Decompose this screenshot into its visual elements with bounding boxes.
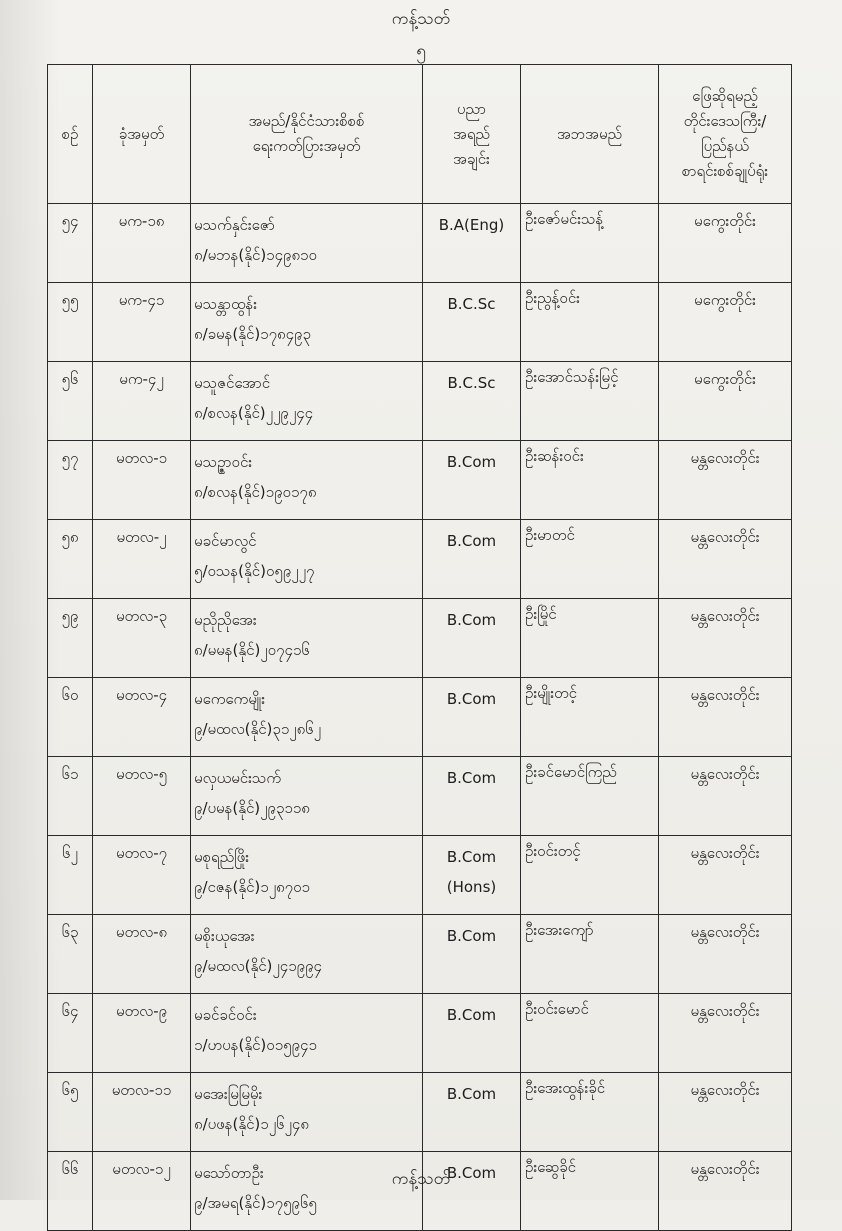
cell-name-nrc	[191, 994, 423, 1073]
candidate-name: မသူဇင်အောင်	[194, 374, 271, 392]
header-region-line-4: စာရင်းစစ်ချုပ်ရုံး	[681, 162, 769, 180]
cell-father-name: ဦးခင်မောင်ကြည်	[521, 757, 659, 836]
cell-roll-number: မတလ-၁၂	[93, 1152, 191, 1231]
cell-exam-region: မကွေးတိုင်း	[659, 362, 792, 441]
cell-serial: ၅၉	[48, 599, 93, 678]
candidate-name: မလှယမင်းသက်	[194, 769, 282, 787]
cell-exam-region: မန္တလေးတိုင်း	[659, 1152, 792, 1231]
cell-serial: ၆၁	[48, 757, 93, 836]
degree-line-1: B.Com	[446, 1006, 497, 1024]
candidate-name: မသန္တာထွန်း	[194, 295, 258, 313]
cell-name-nrc	[191, 441, 423, 520]
header-degree-line-3: အချင်း	[453, 149, 490, 168]
cell-father-name: ဦးမျိုးတင့်	[521, 678, 659, 757]
cell-qualification	[423, 836, 521, 915]
cell-father-name: ဦးအောင်သန်းမြင့်	[521, 362, 659, 441]
candidate-nrc: ၈/ပဖန(နိုင်)၁၂၆၂၄၈	[194, 1115, 309, 1133]
candidate-nrc: ၅/ဝသန(နိုင်)၀၅၉၂၂၇	[194, 562, 315, 580]
candidate-nrc: ၈/စလန(နိုင်)၂၂၉၂၄၄	[194, 404, 314, 422]
cell-father-name: ဦးမြိုင်	[521, 599, 659, 678]
cell-qualification	[423, 994, 521, 1073]
cell-qualification	[423, 915, 521, 994]
header-name-line-2: ရေးကတ်ပြားအမှတ်	[252, 137, 361, 155]
header-father-name: အဘအမည်	[521, 65, 659, 204]
candidate-name: မကေကေမျိုး	[194, 690, 266, 708]
cell-name-nrc	[191, 757, 423, 836]
degree-line-1: B.Com	[446, 532, 497, 550]
cell-exam-region: မန္တလေးတိုင်း	[659, 994, 792, 1073]
cell-exam-region: မန္တလေးတိုင်း	[659, 520, 792, 599]
cell-roll-number: မတလ-၃	[93, 599, 191, 678]
degree-line-1: B.A(Eng)	[438, 216, 505, 234]
cell-father-name: ဦးအေးကျော်	[521, 915, 659, 994]
cell-serial: ၆၆	[48, 1152, 93, 1231]
cell-name-nrc	[191, 283, 423, 362]
header-region-line-3: ပြည်နယ်	[701, 137, 749, 155]
cell-name-nrc	[191, 836, 423, 915]
cell-name-nrc	[191, 204, 423, 283]
cell-serial: ၆၂	[48, 836, 93, 915]
cell-father-name: ဦးဆန်းဝင်း	[521, 441, 659, 520]
cell-serial: ၆၀	[48, 678, 93, 757]
header-roll-number: ခုံအမှတ်	[93, 65, 191, 204]
candidate-name: မညိုညိုအေး	[194, 611, 257, 629]
degree-line-1: B.Com	[446, 611, 497, 629]
degree-line-1: B.Com	[446, 453, 497, 471]
cell-name-nrc	[191, 520, 423, 599]
cell-qualification	[423, 362, 521, 441]
cell-exam-region: မကွေးတိုင်း	[659, 204, 792, 283]
degree-line-1: B.Com	[446, 769, 497, 787]
candidate-nrc: ၉/အမရ(နိုင်)၁၇၅၉၆၅	[194, 1194, 317, 1212]
cell-serial: ၅၄	[48, 204, 93, 283]
cell-father-name: ဦးဇော်မင်းသန့်	[521, 204, 659, 283]
restricted-mark-top: ကန့်သတ်	[391, 9, 451, 29]
degree-line-1: B.Com	[446, 1085, 497, 1103]
table-row	[48, 204, 792, 283]
table-row	[48, 283, 792, 362]
degree-line-1: B.Com	[446, 927, 497, 945]
candidate-name: မသဉ္ဇာဝင်း	[194, 453, 253, 471]
cell-qualification	[423, 757, 521, 836]
candidate-name: မအေးမြမြမိုး	[194, 1085, 263, 1103]
cell-qualification	[423, 1073, 521, 1152]
table-row	[48, 1073, 792, 1152]
cell-roll-number: မတလ-၉	[93, 994, 191, 1073]
cell-qualification	[423, 520, 521, 599]
candidate-nrc: ၉/ပမန(နိုင်)၂၉၃၁၁၈	[194, 799, 310, 817]
cell-serial: ၅၇	[48, 441, 93, 520]
cell-father-name: ဦးဝင်းတင့်	[521, 836, 659, 915]
cell-father-name: ဦးဝင်းမောင်	[521, 994, 659, 1073]
cell-exam-region: မကွေးတိုင်း	[659, 283, 792, 362]
candidate-name: မသက်နှင်းဇော်	[194, 216, 275, 234]
cell-name-nrc	[191, 362, 423, 441]
cell-roll-number: မတလ-၈	[93, 915, 191, 994]
table-row	[48, 757, 792, 836]
cell-qualification	[423, 283, 521, 362]
candidate-name: မစုရည်ဖြိုး	[194, 848, 250, 866]
candidate-name: မသော်တာဦး	[194, 1164, 264, 1182]
candidate-nrc: ၉/မထလ(နိုင်)၂၄၁၉၉၄	[194, 957, 322, 975]
cell-roll-number: မတလ-၁	[93, 441, 191, 520]
cell-father-name: ဦးညွန့်ဝင်း	[521, 283, 659, 362]
cell-exam-region: မန္တလေးတိုင်း	[659, 599, 792, 678]
cell-serial: ၅၈	[48, 520, 93, 599]
table-body	[48, 204, 792, 1231]
degree-line-1: B.Com	[446, 848, 497, 866]
candidate-name: မခင်ခင်ဝင်း	[194, 1006, 257, 1024]
cell-roll-number: မတလ-၁၁	[93, 1073, 191, 1152]
cell-father-name: ဦးမာတင်	[521, 520, 659, 599]
cell-roll-number: မတလ-၅	[93, 757, 191, 836]
degree-line-1: B.Com	[446, 1164, 497, 1182]
header-region-line-2: တိုင်းဒေသကြီး/	[683, 112, 767, 130]
table-row	[48, 520, 792, 599]
cell-serial: ၆၄	[48, 994, 93, 1073]
candidate-nrc: ၉/မထလ(နိုင်)၃၁၂၈၆၂	[194, 720, 322, 738]
degree-line-1: B.C.Sc	[447, 374, 496, 392]
cell-qualification	[423, 678, 521, 757]
candidate-nrc: ၈/စလန(နိုင်)၁၉၀၁၇၈	[194, 483, 317, 501]
cell-father-name: ဦးဆွေခိုင်	[521, 1152, 659, 1231]
cell-qualification	[423, 441, 521, 520]
table-header-row	[48, 65, 792, 204]
table-row	[48, 599, 792, 678]
cell-qualification	[423, 599, 521, 678]
cell-serial: ၅၅	[48, 283, 93, 362]
header-name-line-1: အမည်/နိုင်ငံသားစိစစ်	[248, 112, 365, 130]
page-number: ၅	[416, 41, 426, 61]
candidate-nrc: ၁/ဟပန(နိုင်)၀၁၅၉၄၁	[194, 1036, 317, 1054]
candidate-nrc: ၈/မမန(နိုင်)၂၀၇၄၁၆	[194, 641, 310, 659]
table-row	[48, 836, 792, 915]
cell-exam-region: မန္တလေးတိုင်း	[659, 757, 792, 836]
table-row	[48, 441, 792, 520]
cell-name-nrc	[191, 678, 423, 757]
header-degree-line-1: ပညာ	[456, 99, 487, 118]
cell-exam-region: မန္တလေးတိုင်း	[659, 678, 792, 757]
table-row	[48, 678, 792, 757]
cell-roll-number: မတလ-၄	[93, 678, 191, 757]
cell-serial: ၆၅	[48, 1073, 93, 1152]
candidate-name: မခင်မာလွင်	[194, 532, 257, 550]
cell-name-nrc	[191, 1073, 423, 1152]
cell-exam-region: မန္တလေးတိုင်း	[659, 1073, 792, 1152]
table-row	[48, 994, 792, 1073]
cell-exam-region: မန္တလေးတိုင်း	[659, 836, 792, 915]
candidate-nrc: ၈/မဘန(နိုင်)၁၄၉၈၁၀	[194, 246, 317, 264]
degree-line-1: B.Com	[446, 690, 497, 708]
header-exam-region	[659, 65, 792, 204]
restricted-mark-bottom: ကန့်သတ်	[391, 1169, 451, 1189]
header-name-nrc	[191, 65, 423, 204]
cell-exam-region: မန္တလေးတိုင်း	[659, 441, 792, 520]
degree-line-1: B.C.Sc	[447, 295, 496, 313]
cell-roll-number: မက-၁၈	[93, 204, 191, 283]
cell-roll-number: မတလ-၂	[93, 520, 191, 599]
header-degree-line-2: အရည်	[453, 124, 490, 143]
candidate-table	[47, 64, 792, 1231]
cell-serial: ၆၃	[48, 915, 93, 994]
cell-exam-region: မန္တလေးတိုင်း	[659, 915, 792, 994]
candidate-name: မစိုးယုအေး	[194, 927, 255, 945]
degree-line-2: (Hons)	[446, 878, 497, 896]
candidate-nrc: ၈/ခမန(နိုင်)၁၇၈၄၉၃	[194, 325, 311, 343]
header-serial: စဉ်	[48, 65, 93, 204]
candidate-nrc: ၉/ငဇန(နိုင်)၁၂၈၇၀၁	[194, 878, 310, 896]
header-qualification	[423, 65, 521, 204]
cell-qualification	[423, 204, 521, 283]
table-row	[48, 362, 792, 441]
table-row	[48, 915, 792, 994]
cell-name-nrc	[191, 915, 423, 994]
cell-roll-number: မတလ-၇	[93, 836, 191, 915]
cell-roll-number: မက-၄၂	[93, 362, 191, 441]
cell-father-name: ဦးအေးထွန်းခိုင်	[521, 1073, 659, 1152]
cell-roll-number: မက-၄၁	[93, 283, 191, 362]
header-region-line-1: ဖြေဆိုရမည့်	[692, 87, 758, 105]
cell-serial: ၅၆	[48, 362, 93, 441]
cell-name-nrc	[191, 599, 423, 678]
